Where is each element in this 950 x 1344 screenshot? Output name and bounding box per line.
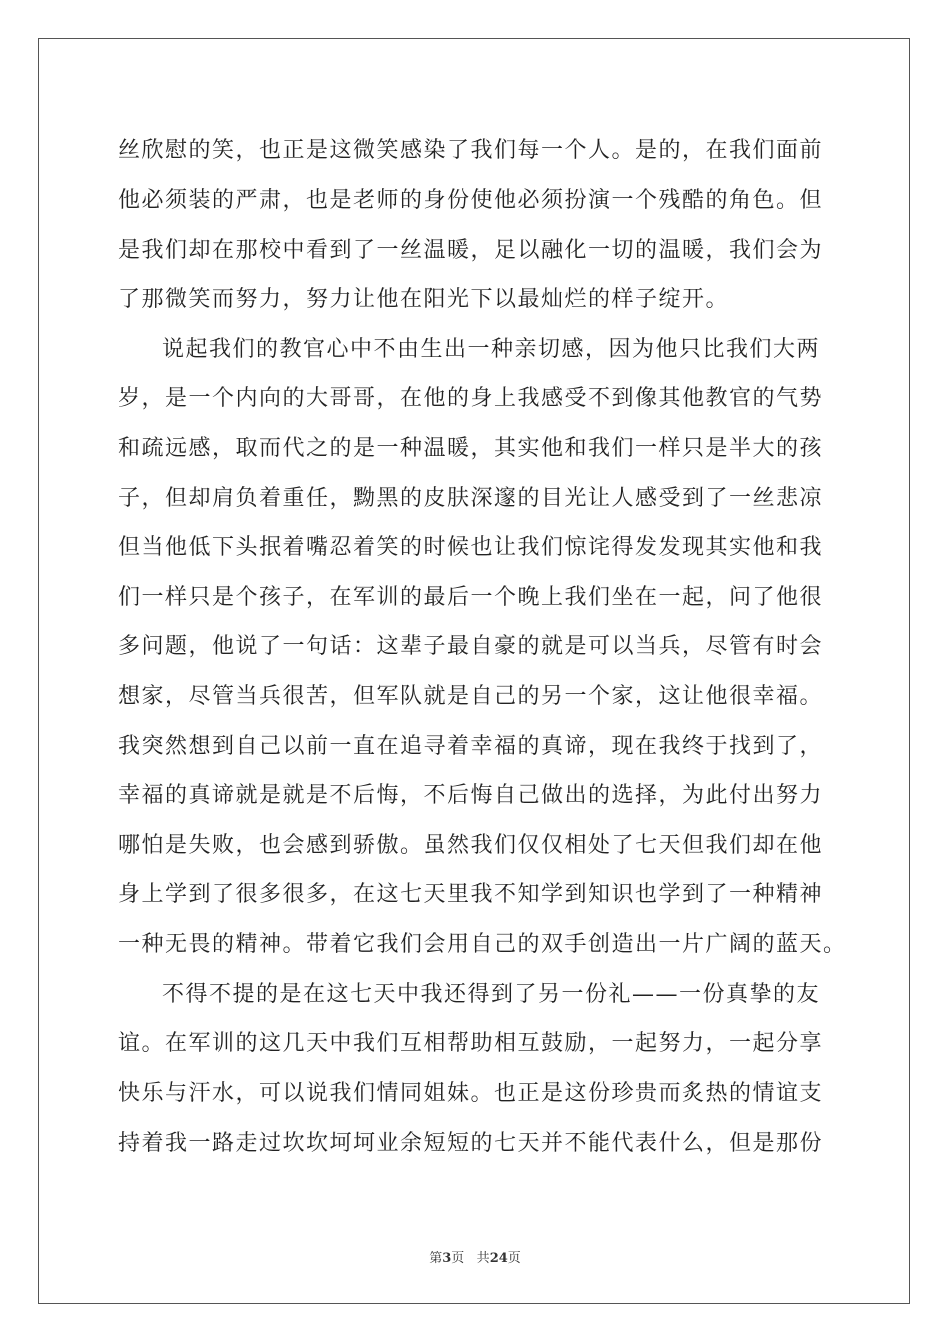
text-line: 子，但却肩负着重任，黝黑的皮肤深邃的目光让人感受到了一丝悲凉 xyxy=(118,486,824,511)
text-line: 了那微笑而努力，努力让他在阳光下以最灿烂的样子绽开。 xyxy=(118,287,730,312)
text-line: 是我们却在那校中看到了一丝温暖，足以融化一切的温暖，我们会为 xyxy=(118,238,824,263)
text-line: 持着我一路走过坎坎坷坷业余短短的七天并不能代表什么，但是那份 xyxy=(118,1131,824,1156)
total-suffix: 页 xyxy=(507,1251,521,1266)
text-line: 身上学到了很多很多，在这七天里我不知学到知识也学到了一种精神 xyxy=(118,882,824,907)
text-line: 哪怕是失败，也会感到骄傲。虽然我们仅仅相处了七天但我们却在他 xyxy=(118,833,824,858)
text-line: 快乐与汗水，可以说我们情同姐妹。也正是这份珍贵而炙热的情谊支 xyxy=(118,1081,824,1106)
page-border xyxy=(38,38,910,1304)
text-line: 谊。在军训的这几天中我们互相帮助相互鼓励，一起努力，一起分享 xyxy=(118,1031,824,1056)
text-line: 他必须装的严肃，也是老师的身份使他必须扮演一个残酷的角色。但 xyxy=(118,188,824,213)
page-footer xyxy=(0,1247,950,1266)
text-line: 岁，是一个内向的大哥哥，在他的身上我感受不到像其他教官的气势 xyxy=(118,386,824,411)
text-line: 幸福的真谛就是就是不后悔，不后悔自己做出的选择，为此付出努力 xyxy=(118,783,824,808)
text-line: 但当他低下头抿着嘴忍着笑的时候也让我们惊诧得发发现其实他和我 xyxy=(118,535,824,560)
page-prefix: 第 xyxy=(429,1251,443,1266)
page-suffix: 页 xyxy=(451,1251,465,1266)
text-line: 们一样只是个孩子，在军训的最后一个晚上我们坐在一起，问了他很 xyxy=(118,585,824,610)
text-line: 想家，尽管当兵很苦，但军队就是自己的另一个家，这让他很幸福。 xyxy=(118,684,824,709)
text-line: 一种无畏的精神。带着它我们会用自己的双手创造出一片广阔的蓝天。 xyxy=(118,932,847,957)
page-number: 3 xyxy=(442,1251,452,1266)
text-line: 多问题，他说了一句话：这辈子最自豪的就是可以当兵，尽管有时会 xyxy=(118,634,824,659)
text-line: 丝欣慰的笑，也正是这微笑感染了我们每一个人。是的，在我们面前 xyxy=(118,138,824,163)
paragraph-first-line: 说起我们的教官心中不由生出一种亲切感，因为他只比我们大两 xyxy=(162,337,821,362)
paragraph-first-line: 不得不提的是在这七天中我还得到了另一份礼——一份真挚的友 xyxy=(162,982,821,1007)
total-pages: 24 xyxy=(489,1251,508,1266)
total-prefix: 共 xyxy=(476,1251,490,1266)
text-line: 和疏远感，取而代之的是一种温暖，其实他和我们一样只是半大的孩 xyxy=(118,436,824,461)
text-line: 我突然想到自己以前一直在追寻着幸福的真谛，现在我终于找到了， xyxy=(118,734,824,759)
